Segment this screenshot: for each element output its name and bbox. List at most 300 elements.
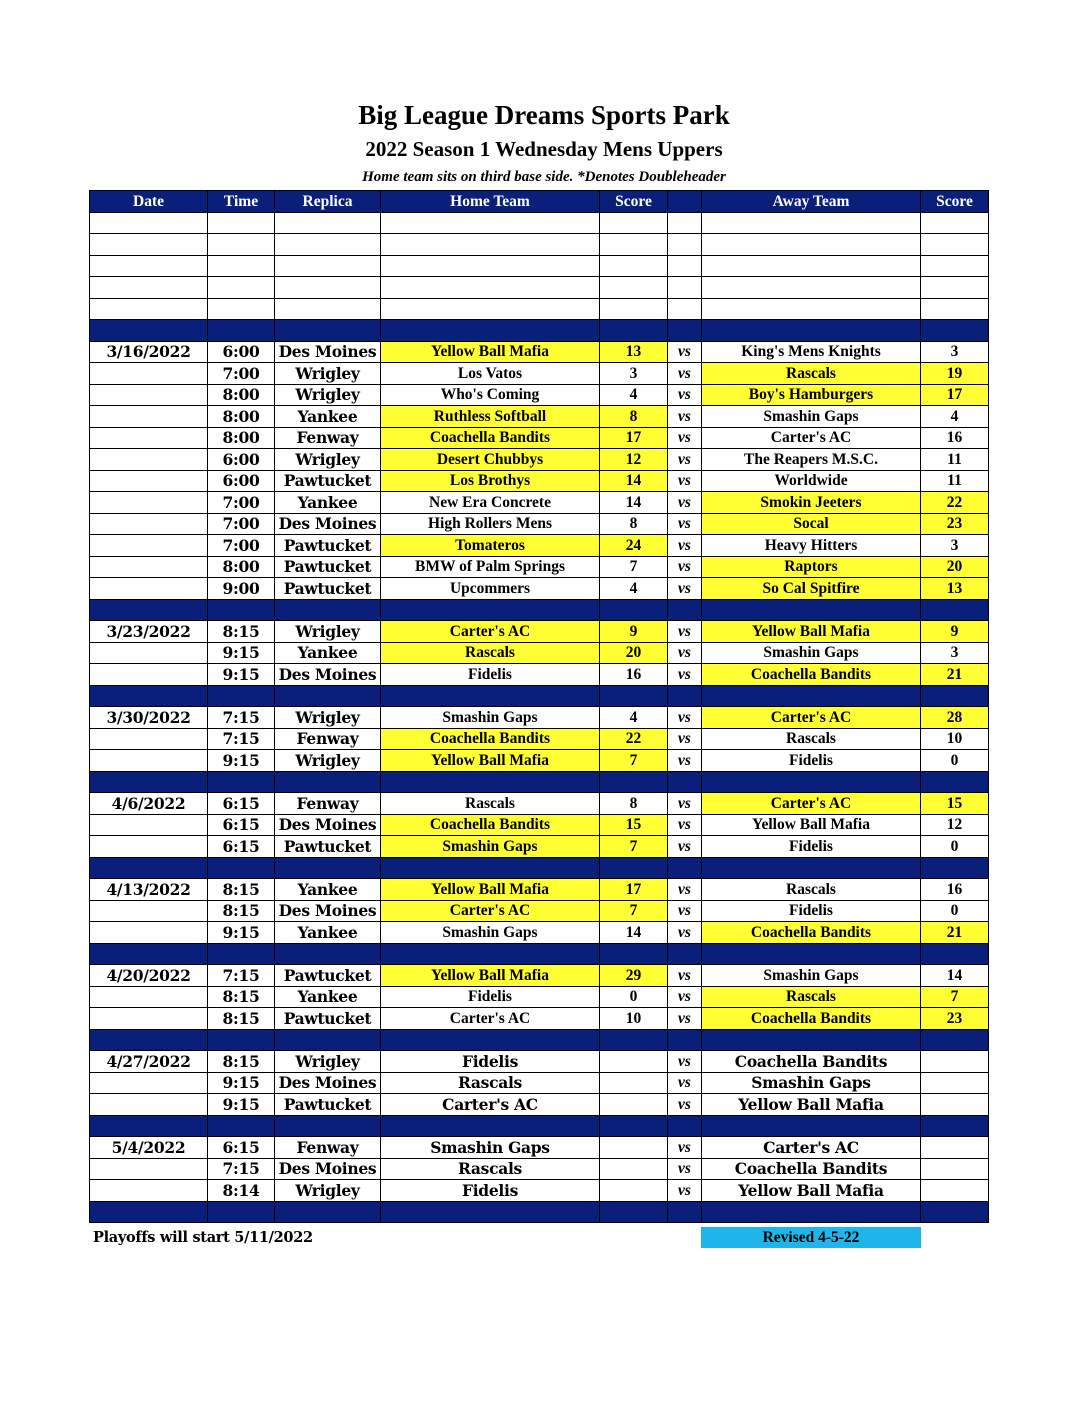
separator-row-cell <box>668 943 702 965</box>
home-team: Fidelis <box>381 986 600 1008</box>
game-time: 9:15 <box>208 664 275 686</box>
game-field: Wrigley <box>275 1180 381 1202</box>
game-field: Wrigley <box>275 621 381 643</box>
game-date <box>90 513 208 535</box>
col-header-home-score: Score <box>600 191 668 213</box>
separator-row-cell <box>275 857 381 879</box>
game-time: 7:00 <box>208 363 275 385</box>
away-team: Carter's AC <box>702 707 921 729</box>
away-score: 21 <box>921 664 989 686</box>
blank-row-cell <box>208 234 275 256</box>
blank-row-cell <box>600 255 668 277</box>
blank-row-cell <box>275 277 381 299</box>
away-score <box>921 1072 989 1094</box>
home-team: Rascals <box>381 793 600 815</box>
game-date <box>90 427 208 449</box>
home-score: 7 <box>600 556 668 578</box>
away-team: Yellow Ball Mafia <box>702 814 921 836</box>
table-row <box>90 1137 989 1159</box>
vs-label: vs <box>668 814 702 836</box>
away-team: Raptors <box>702 556 921 578</box>
table-row <box>90 578 989 600</box>
home-team: Smashin Gaps <box>381 836 600 858</box>
home-score <box>600 1180 668 1202</box>
home-score: 4 <box>600 384 668 406</box>
away-team: Coachella Bandits <box>702 1008 921 1030</box>
blank-row-cell <box>90 255 208 277</box>
game-field: Des Moines <box>275 814 381 836</box>
away-score: 17 <box>921 384 989 406</box>
game-time: 8:00 <box>208 406 275 428</box>
blank-row-cell <box>90 234 208 256</box>
vs-label: vs <box>668 664 702 686</box>
game-time: 8:00 <box>208 556 275 578</box>
home-score: 3 <box>600 363 668 385</box>
separator-row-cell <box>921 857 989 879</box>
page-title: Big League Dreams Sports Park <box>358 100 730 130</box>
vs-label: vs <box>668 621 702 643</box>
home-score <box>600 1137 668 1159</box>
table-row <box>90 1180 989 1202</box>
home-team: Carter's AC <box>381 900 600 922</box>
home-team: Rascals <box>381 642 600 664</box>
game-time: 9:15 <box>208 1072 275 1094</box>
game-date <box>90 556 208 578</box>
game-field: Des Moines <box>275 513 381 535</box>
playoffs-note: Playoffs will start 5/11/2022 <box>93 1229 313 1246</box>
vs-label: vs <box>668 642 702 664</box>
blank-row-cell <box>600 277 668 299</box>
blank-row-cell <box>702 255 921 277</box>
game-date <box>90 664 208 686</box>
table-row <box>90 793 989 815</box>
separator-row-cell <box>90 771 208 793</box>
game-field: Des Moines <box>275 900 381 922</box>
away-team: Rascals <box>702 363 921 385</box>
home-score: 20 <box>600 642 668 664</box>
away-team: Yellow Ball Mafia <box>702 621 921 643</box>
game-field: Pawtucket <box>275 965 381 987</box>
separator-row-cell <box>600 599 668 621</box>
game-time: 9:00 <box>208 578 275 600</box>
table-row <box>90 1072 989 1094</box>
home-team: Yellow Ball Mafia <box>381 965 600 987</box>
away-score: 7 <box>921 986 989 1008</box>
game-date <box>90 1094 208 1116</box>
vs-label: vs <box>668 427 702 449</box>
home-team: Los Brothys <box>381 470 600 492</box>
game-date: 3/16/2022 <box>90 341 208 363</box>
game-date <box>90 578 208 600</box>
col-header-away-team: Away Team <box>702 191 921 213</box>
table-row <box>90 1051 989 1073</box>
blank-row-cell <box>668 212 702 234</box>
game-time: 6:15 <box>208 836 275 858</box>
away-score: 3 <box>921 341 989 363</box>
separator-row-cell <box>702 320 921 342</box>
home-score: 4 <box>600 707 668 729</box>
blank-row-cell <box>275 234 381 256</box>
separator-row-cell <box>90 857 208 879</box>
separator-row-cell <box>600 1201 668 1223</box>
home-score: 12 <box>600 449 668 471</box>
separator-row-cell <box>275 1115 381 1137</box>
vs-label: vs <box>668 535 702 557</box>
col-header-away-score: Score <box>921 191 989 213</box>
away-team: Heavy Hitters <box>702 535 921 557</box>
table-row <box>90 1094 989 1116</box>
away-team: Boy's Hamburgers <box>702 384 921 406</box>
blank-row-cell <box>921 234 989 256</box>
game-field: Pawtucket <box>275 556 381 578</box>
game-date <box>90 922 208 944</box>
home-team: Ruthless Softball <box>381 406 600 428</box>
game-date <box>90 535 208 557</box>
home-team: Rascals <box>381 1158 600 1180</box>
game-date <box>90 363 208 385</box>
game-time: 9:15 <box>208 922 275 944</box>
home-score: 8 <box>600 793 668 815</box>
separator-row <box>90 857 989 879</box>
separator-row-cell <box>668 320 702 342</box>
blank-row-cell <box>600 212 668 234</box>
separator-row-cell <box>702 857 921 879</box>
separator-row-cell <box>600 943 668 965</box>
game-field: Des Moines <box>275 664 381 686</box>
separator-row-cell <box>381 1115 600 1137</box>
away-score: 21 <box>921 922 989 944</box>
home-team: Carter's AC <box>381 1008 600 1030</box>
separator-row-cell <box>275 320 381 342</box>
game-time: 7:00 <box>208 535 275 557</box>
vs-label: vs <box>668 406 702 428</box>
away-team: Fidelis <box>702 750 921 772</box>
away-score: 16 <box>921 427 989 449</box>
blank-row-cell <box>702 212 921 234</box>
home-team: Los Vatos <box>381 363 600 385</box>
game-field: Pawtucket <box>275 836 381 858</box>
blank-row <box>90 277 989 299</box>
table-row <box>90 621 989 643</box>
separator-row-cell <box>381 857 600 879</box>
vs-label: vs <box>668 1158 702 1180</box>
separator-row-cell <box>90 1201 208 1223</box>
col-header-replica: Replica <box>275 191 381 213</box>
game-field: Des Moines <box>275 341 381 363</box>
blank-row-cell <box>275 298 381 320</box>
blank-row-cell <box>668 255 702 277</box>
separator-row <box>90 1029 989 1051</box>
vs-label: vs <box>668 578 702 600</box>
game-time: 8:00 <box>208 384 275 406</box>
away-score: 19 <box>921 363 989 385</box>
blank-row <box>90 255 989 277</box>
separator-row <box>90 320 989 342</box>
game-time: 6:15 <box>208 814 275 836</box>
away-score <box>921 1137 989 1159</box>
game-date: 5/4/2022 <box>90 1137 208 1159</box>
table-row <box>90 642 989 664</box>
separator-row-cell <box>208 320 275 342</box>
away-score: 13 <box>921 578 989 600</box>
blank-row-cell <box>90 298 208 320</box>
game-time: 8:15 <box>208 1008 275 1030</box>
separator-row-cell <box>208 771 275 793</box>
game-date: 4/6/2022 <box>90 793 208 815</box>
away-score: 14 <box>921 965 989 987</box>
game-field: Wrigley <box>275 363 381 385</box>
vs-label: vs <box>668 1008 702 1030</box>
separator-row-cell <box>600 771 668 793</box>
away-score: 23 <box>921 513 989 535</box>
away-score: 11 <box>921 470 989 492</box>
game-date <box>90 836 208 858</box>
game-field: Yankee <box>275 642 381 664</box>
away-team: Rascals <box>702 986 921 1008</box>
away-score: 23 <box>921 1008 989 1030</box>
separator-row-cell <box>668 1029 702 1051</box>
separator-row-cell <box>90 685 208 707</box>
game-time: 6:15 <box>208 793 275 815</box>
home-team: Tomateros <box>381 535 600 557</box>
vs-label: vs <box>668 1051 702 1073</box>
home-team: Who's Coming <box>381 384 600 406</box>
away-team: Carter's AC <box>702 793 921 815</box>
home-score: 29 <box>600 965 668 987</box>
blank-row-cell <box>921 277 989 299</box>
col-header-date: Date <box>90 191 208 213</box>
schedule-body <box>90 212 989 1223</box>
col-header-home-team: Home Team <box>381 191 600 213</box>
game-field: Des Moines <box>275 1158 381 1180</box>
game-time: 6:15 <box>208 1137 275 1159</box>
away-team: Coachella Bandits <box>702 922 921 944</box>
home-score: 7 <box>600 900 668 922</box>
separator-row-cell <box>668 685 702 707</box>
separator-row-cell <box>381 599 600 621</box>
away-team: Smashin Gaps <box>702 1072 921 1094</box>
away-score: 3 <box>921 642 989 664</box>
blank-row-cell <box>381 255 600 277</box>
away-team: Coachella Bandits <box>702 664 921 686</box>
separator-row-cell <box>275 771 381 793</box>
vs-label: vs <box>668 492 702 514</box>
table-row <box>90 341 989 363</box>
blank-row <box>90 212 989 234</box>
away-score: 11 <box>921 449 989 471</box>
game-time: 8:15 <box>208 879 275 901</box>
separator-row-cell <box>90 320 208 342</box>
blank-row-cell <box>668 277 702 299</box>
home-team: Yellow Ball Mafia <box>381 750 600 772</box>
table-row <box>90 750 989 772</box>
blank-row-cell <box>702 277 921 299</box>
home-score <box>600 1094 668 1116</box>
blank-row-cell <box>702 234 921 256</box>
separator-row-cell <box>668 1115 702 1137</box>
away-team: Smashin Gaps <box>702 642 921 664</box>
vs-label: vs <box>668 1180 702 1202</box>
home-team: Coachella Bandits <box>381 728 600 750</box>
home-score: 8 <box>600 406 668 428</box>
home-team: Carter's AC <box>381 621 600 643</box>
game-field: Wrigley <box>275 449 381 471</box>
game-time: 7:15 <box>208 965 275 987</box>
blank-row-cell <box>381 298 600 320</box>
separator-row-cell <box>600 320 668 342</box>
home-team: Upcommers <box>381 578 600 600</box>
table-row <box>90 664 989 686</box>
home-score <box>600 1158 668 1180</box>
game-field: Des Moines <box>275 1072 381 1094</box>
game-field: Wrigley <box>275 384 381 406</box>
separator-row-cell <box>921 1029 989 1051</box>
home-score: 10 <box>600 1008 668 1030</box>
blank-row-cell <box>381 234 600 256</box>
away-team: The Reapers M.S.C. <box>702 449 921 471</box>
separator-row-cell <box>921 599 989 621</box>
away-score: 28 <box>921 707 989 729</box>
game-field: Fenway <box>275 728 381 750</box>
game-date <box>90 1180 208 1202</box>
table-row <box>90 556 989 578</box>
blank-row-cell <box>600 234 668 256</box>
blank-row-cell <box>668 234 702 256</box>
home-score: 13 <box>600 341 668 363</box>
separator-row-cell <box>668 1201 702 1223</box>
page-subtitle: 2022 Season 1 Wednesday Mens Uppers <box>365 137 723 161</box>
home-team: Smashin Gaps <box>381 922 600 944</box>
col-header-time: Time <box>208 191 275 213</box>
game-field: Wrigley <box>275 750 381 772</box>
separator-row-cell <box>600 685 668 707</box>
vs-label: vs <box>668 1137 702 1159</box>
separator-row-cell <box>381 685 600 707</box>
separator-row-cell <box>90 1029 208 1051</box>
separator-row-cell <box>702 1201 921 1223</box>
vs-label: vs <box>668 470 702 492</box>
blank-row-cell <box>921 255 989 277</box>
game-field: Pawtucket <box>275 470 381 492</box>
separator-row-cell <box>702 943 921 965</box>
away-score: 0 <box>921 750 989 772</box>
vs-label: vs <box>668 965 702 987</box>
game-date: 3/30/2022 <box>90 707 208 729</box>
game-field: Yankee <box>275 879 381 901</box>
home-score <box>600 1072 668 1094</box>
game-date: 4/27/2022 <box>90 1051 208 1073</box>
game-date: 3/23/2022 <box>90 621 208 643</box>
col-header-vs <box>668 191 702 213</box>
blank-row <box>90 234 989 256</box>
separator-row-cell <box>921 320 989 342</box>
vs-label: vs <box>668 449 702 471</box>
separator-row-cell <box>275 685 381 707</box>
home-team: Carter's AC <box>381 1094 600 1116</box>
blank-row-cell <box>921 298 989 320</box>
away-team: Fidelis <box>702 900 921 922</box>
game-date <box>90 492 208 514</box>
blank-row-cell <box>668 298 702 320</box>
game-date <box>90 814 208 836</box>
table-row <box>90 836 989 858</box>
game-field: Wrigley <box>275 707 381 729</box>
vs-label: vs <box>668 363 702 385</box>
game-field: Pawtucket <box>275 578 381 600</box>
away-score <box>921 1158 989 1180</box>
blank-row-cell <box>381 277 600 299</box>
vs-label: vs <box>668 986 702 1008</box>
vs-label: vs <box>668 1072 702 1094</box>
separator-row-cell <box>90 599 208 621</box>
game-time: 9:15 <box>208 750 275 772</box>
table-row <box>90 492 989 514</box>
game-time: 7:15 <box>208 728 275 750</box>
home-score: 22 <box>600 728 668 750</box>
separator-row <box>90 1115 989 1137</box>
blank-row-cell <box>275 255 381 277</box>
away-team: Smashin Gaps <box>702 965 921 987</box>
table-row <box>90 986 989 1008</box>
away-team: Smashin Gaps <box>702 406 921 428</box>
game-field: Pawtucket <box>275 1094 381 1116</box>
home-score: 7 <box>600 836 668 858</box>
blank-row <box>90 298 989 320</box>
game-date <box>90 900 208 922</box>
away-team: Coachella Bandits <box>702 1051 921 1073</box>
separator-row-cell <box>208 1029 275 1051</box>
table-row <box>90 965 989 987</box>
table-row <box>90 728 989 750</box>
vs-label: vs <box>668 922 702 944</box>
game-time: 7:00 <box>208 513 275 535</box>
vs-label: vs <box>668 707 702 729</box>
home-score: 24 <box>600 535 668 557</box>
separator-row-cell <box>381 1029 600 1051</box>
home-team: Fidelis <box>381 1051 600 1073</box>
separator-row-cell <box>275 943 381 965</box>
game-time: 7:00 <box>208 492 275 514</box>
vs-label: vs <box>668 879 702 901</box>
vs-label: vs <box>668 793 702 815</box>
separator-row-cell <box>702 599 921 621</box>
table-row <box>90 384 989 406</box>
game-field: Fenway <box>275 427 381 449</box>
separator-row-cell <box>381 943 600 965</box>
away-score: 0 <box>921 900 989 922</box>
game-field: Yankee <box>275 986 381 1008</box>
game-date <box>90 728 208 750</box>
game-time: 9:15 <box>208 1094 275 1116</box>
table-row <box>90 1008 989 1030</box>
home-score: 15 <box>600 814 668 836</box>
blank-row-cell <box>381 212 600 234</box>
game-time: 7:15 <box>208 707 275 729</box>
home-team: BMW of Palm Springs <box>381 556 600 578</box>
game-date <box>90 642 208 664</box>
table-row <box>90 1158 989 1180</box>
table-row <box>90 470 989 492</box>
separator-row-cell <box>668 857 702 879</box>
separator-row-cell <box>921 1201 989 1223</box>
away-score: 12 <box>921 814 989 836</box>
game-time: 8:14 <box>208 1180 275 1202</box>
home-team: Coachella Bandits <box>381 427 600 449</box>
vs-label: vs <box>668 341 702 363</box>
away-score <box>921 1094 989 1116</box>
vs-label: vs <box>668 1094 702 1116</box>
blank-row-cell <box>90 277 208 299</box>
